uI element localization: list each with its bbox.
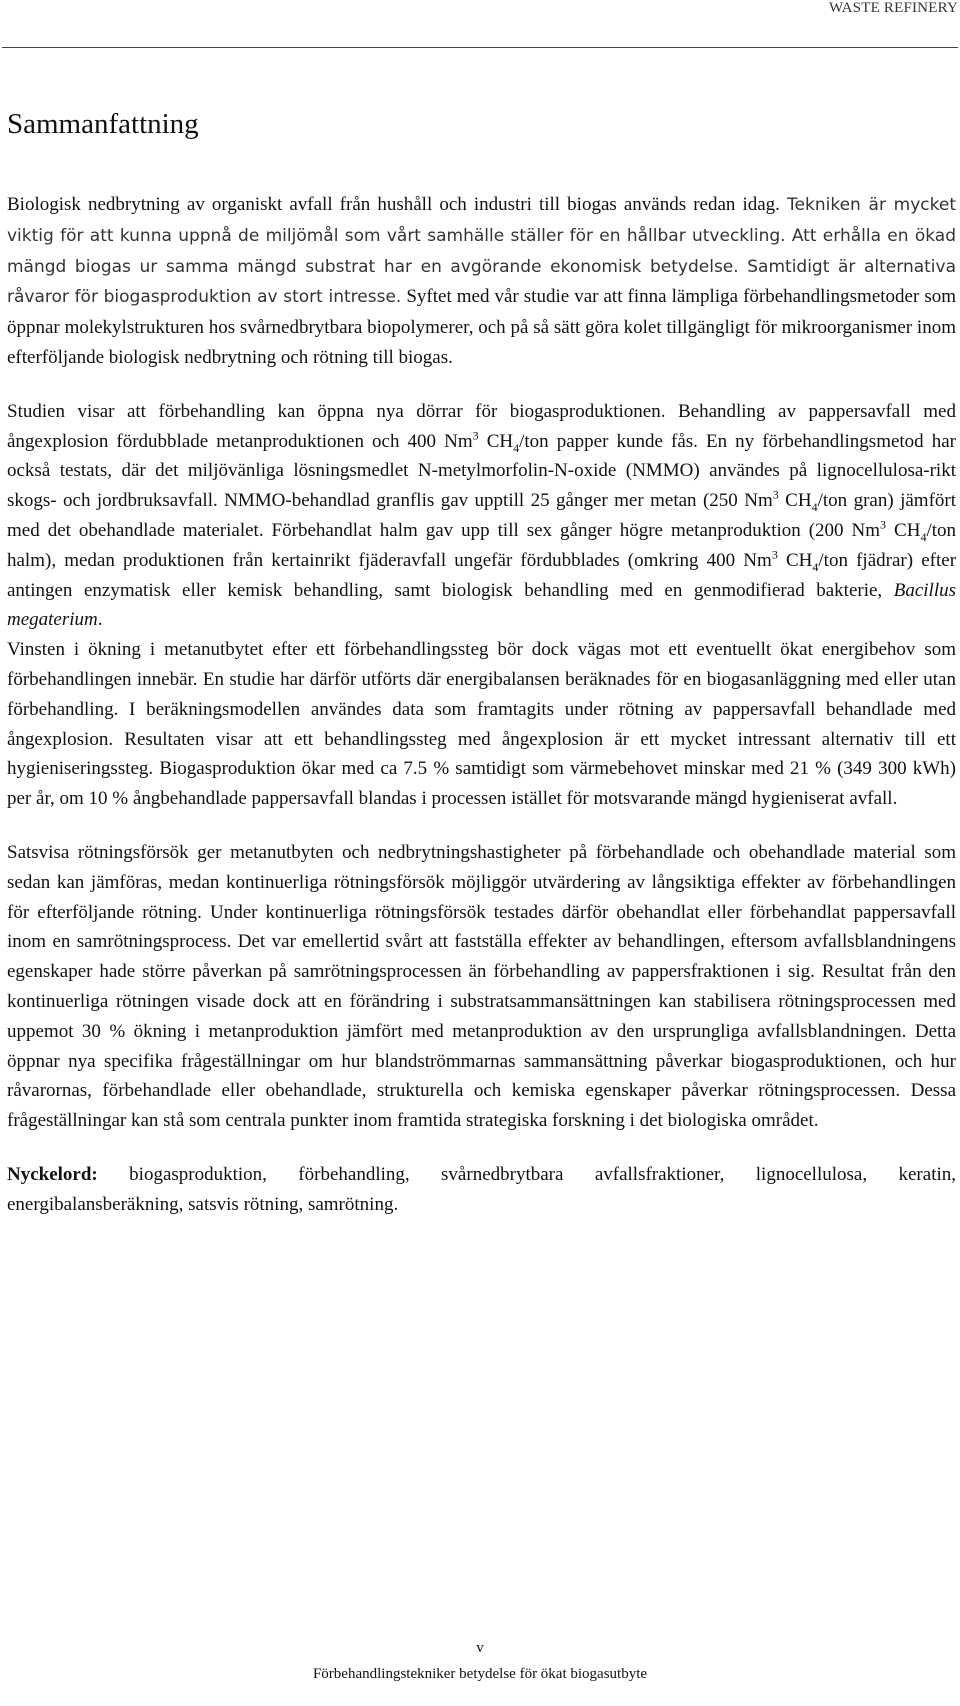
ch-text: CH	[894, 519, 921, 541]
superscript: 3	[772, 487, 779, 502]
intro-sentence-1: Biologisk nedbrytning av organiskt avfall från hushåll och industri till biogas används redan idag.	[7, 194, 780, 215]
subscript: 4	[812, 559, 819, 574]
results-text-a: Studien visar att förbehandling kan öppna nya dörrar för biogasproduktionen. Behandling av pappersavfall med ångexplosion fördubblade metanproduktionen och 400 Nm	[7, 400, 956, 452]
running-header: WASTE REFINERY	[828, 0, 958, 16]
results-text-g: Vinsten i ökning i metanutbytet efter ett förbehandlingssteg bör dock vägas mot ett eventuellt ökat energibehov som förbehandlingen innebär. En studie har därför utförts där energibalansen beräknades för en biogasanläggning med eller utan förbehandling. I beräkningsmodellen användes data som framtagits under rötning av pappersavfall behandlade med ångexplosion. Resultaten visar att ett behandlingssteg med ångexplosion är ett mycket intressant alternativ till ett hygieniseringssteg. Biogasproduktion ökar med ca 7.5 % samtidigt som värmebehovet minskar med 21 % (349 300 kWh) per år, om 10 % ångbehandlade pappersavfall blandas i processen istället för motsvarande mängd hygieniserat avfall.	[7, 639, 956, 810]
ch-text: CH	[486, 430, 514, 452]
header-divider	[2, 47, 958, 48]
subscript: 4	[513, 440, 520, 455]
paragraph-digestion: Satsvisa rötningsförsök ger metanutbyten och nedbrytningshastigheter på förbehandlade och obehandlade material som sedan kan jämföras, medan kontinuerliga rötningsförsök möjliggör utvärdering av långsiktiga effekter av förbehandlingen för efterföljande rötning. Under kontinuerliga rötningsförsök testades därför obehandlat eller förbehandlat pappersavfall inom en samrötningsprocess. Det var emellertid svårt att fastställa effekter av behandlingen, eftersom avfallsblandningens egenskaper hade större påverkan på samrötningsprocessen än förbehandling av pappersfraktionen i sig. Resultat från den kontinuerliga rötningen visade dock att en förändring i substratsammansättningen kan stabilisera rötningsprocessen med uppemot 30 % ökning i metanproduktion jämfört med metanproduktion av den ursprungliga avfallsblandningen. Detta öppnar nya specifika frågeställningar om hur blandströmmarnas sammansättning påverkar biogasproduktionen, och hur råvarornas, förbehandlade eller obehandlade, strukturella och kemiska egenskaper påverkar rötningsprocessen. Dessa frågeställningar kan stå som centrala punkter inom framtida strategiska forskning i det biologiska området.	[7, 841, 956, 1132]
keywords	[7, 1160, 956, 1220]
keywords-label: Nyckelord:	[7, 1163, 98, 1185]
paragraph-results: Studien visar att förbehandling kan öppna nya dörrar för biogasproduktionen. Behandling av pappersavfall med ångexplosion fördubblade metanproduktionen och 400 Nm$^3$ $CH_4$/ton papper kunde fås. En ny förbehandlingsmetod har också testats, där det miljövänliga lösningsmedlet N-metylmorfolin-N-oxide (NMMO) användes på lignocellulosa-rikt skogs- och jordbruksavfall. NMMO-behandlad granflis gav upptill 25 gånger mer metan (250 Nm$^3$ $CH_4$/ton gran) jämfört med det obehandlade materialet. Förbehandlat halm gav upp till sex gånger högre metanproduktion (200 Nm$^3$ $CH_4$/ton halm), medan produktionen från kertainrikt fjäderavfall ungefär fördubblades (omkring 400 Nm$^3$ $CH_4$/ton fjädrar) efter antingen enzymatisk eller kemisk behandling, samt biologisk behandling med en genmodifierad bakterie, Bacillus megaterium. Vinsten i ökning i metanutbytet efter ett förbehandlingssteg bör dock vägas mot ett eventuellt ökat energibehov som förbehandlingen innebär. En studie har därför utförts där energibalansen beräknades för en biogasanläggning med eller utan förbehandling. I beräkningsmodellen användes data som framtagits under rötning av pappersavfall behandlade med ångexplosion. Resultaten visar att ett behandlingssteg med ångexplosion är ett mycket intressant alternativ till ett hygieniseringssteg. Biogasproduktion ökar med ca 7.5 % samtidigt som värmebehovet minskar med 21 % (349 300 kWh) per år, om 10 % ångbehandlade pappersavfall blandas i processen istället för motsvarande mängd hygieniserat avfall.	[7, 400, 957, 810]
paragraph-intro	[7, 190, 956, 373]
subscript: 4	[920, 529, 927, 544]
species-name: Bacillus megaterium	[7, 579, 957, 631]
ch-text: CH	[785, 490, 812, 512]
keywords-list: biogasproduktion, förbehandling, svårnedbrytbara avfallsfraktioner, lignocellulosa, keratin, energibalansberäkning, satsvis rötning, samrötning.	[7, 1163, 956, 1215]
summary-body	[7, 190, 956, 1220]
results-text-e: /ton halm), medan produktionen från kertainrikt fjäderavfall ungefär fördubblades (omkring 400 Nm	[7, 519, 956, 571]
intro-sentence-2: Tekniken är mycket viktig för att kunna uppnå de miljömål som vårt samhälle ställer för en hållbar utveckling. Att erhålla en ökad mängd biogas ur samma mängd substrat har en avgörande ekonomisk betydelse. Samtidigt är alternativa råvaror för biogasproduktion av stort intresse.	[7, 195, 957, 308]
subscript: 4	[811, 499, 818, 514]
results-text-d: /ton gran) jämfört med det obehandlade materialet. Förbehandlat halm gav upp till sex gånger högre metanproduktion (200 Nm	[7, 490, 957, 541]
ch-text: CH	[785, 549, 813, 571]
page-title: Sammanfattning	[7, 108, 199, 140]
results-text-f: /ton fjädrar) efter antingen enzymatisk eller kemisk behandling, samt biologisk behandling med en genmodifierad bakterie,	[7, 549, 957, 601]
intro-sentence-3: Syftet med vår studie var att finna lämpliga förbehandlingsmetoder som öppnar molekylstrukturen hos svårnedbrytbara biopolymerer, och på så sätt göra kolet tillgängligt för mikroorganismer inom efterföljande biologisk nedbrytning och rötning till biogas.	[7, 286, 956, 368]
results-text-c: /ton papper kunde fås. En ny förbehandlingsmetod har också testats, där det miljövänliga lösningsmedlet N-metylmorfolin-N-oxide (NMMO) användes på lignocellulosa-rikt skogs- och jordbruksavfall. NMMO-behandlad granflis gav upptill 25 gånger mer metan (250 Nm	[7, 430, 957, 512]
superscript: 3	[771, 547, 778, 562]
footer-title: Förbehandlingstekniker betydelse för ökat biogasutbyte	[312, 1666, 648, 1682]
superscript: 3	[880, 517, 887, 532]
superscript: 3	[472, 428, 479, 443]
page-number: v	[476, 1640, 484, 1656]
